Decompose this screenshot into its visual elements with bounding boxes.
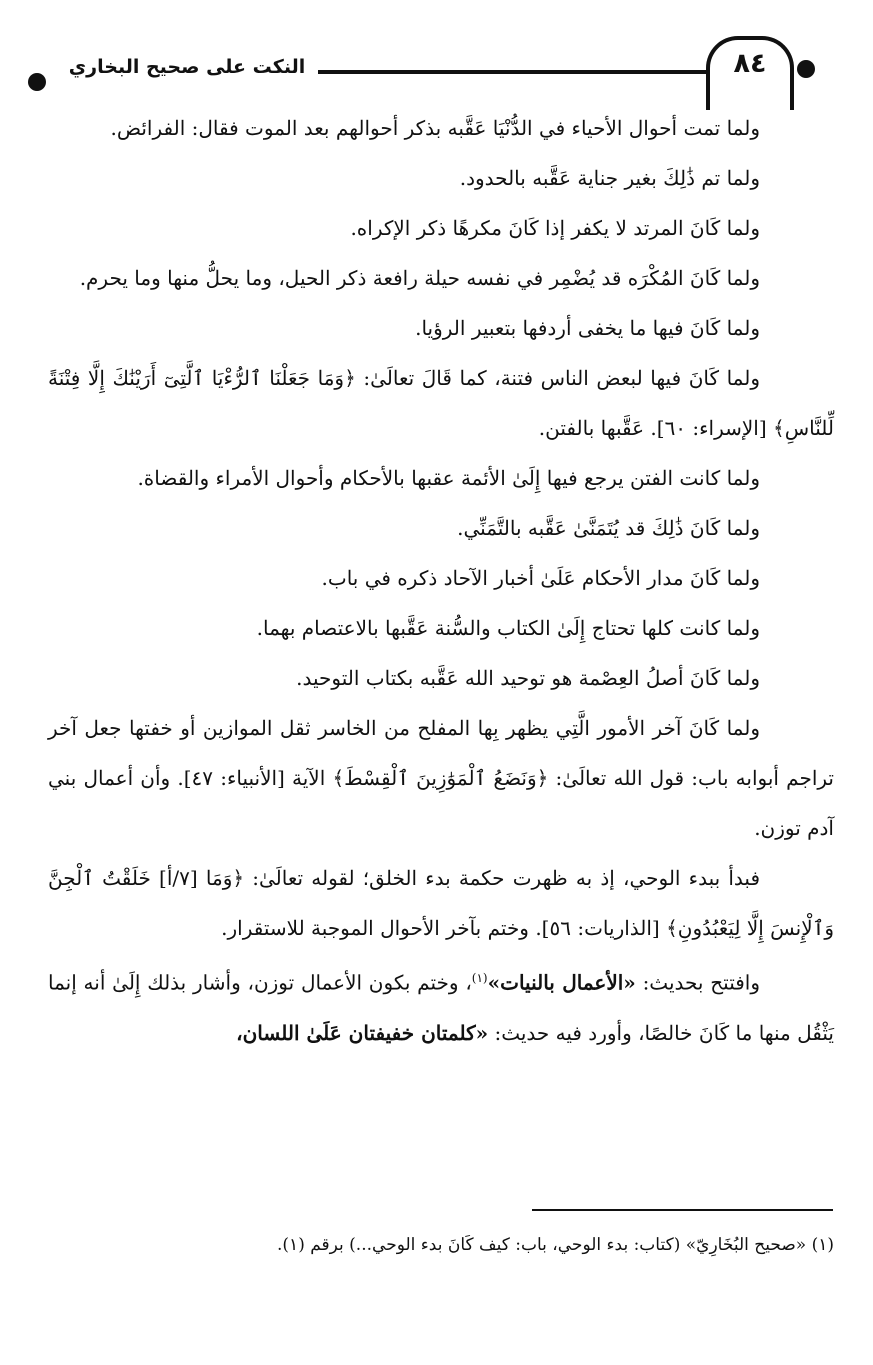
paragraph-hiyal: ولما كَانَ المُكْرَه قد يُضْمِر في نفسه حيلة رافعة ذكر الحيل، وما يحلُّ منها وما يحرم. [79,266,760,290]
header-rule [318,70,710,74]
footnote-rule [532,1209,833,1211]
page-number: ٨٤ [733,48,767,79]
paragraph-closing [48,953,834,1058]
paragraph-itisam: ولما كانت كلها تحتاج إِلَىٰ الكتاب والسُّنة عَقَّبها بالاعتصام بهما. [256,616,760,640]
left-bullet-ornament [28,73,46,91]
hadith-niyyat: «الأعمال بالنيات» [487,970,636,995]
paragraph-ahad: ولما كَانَ مدار الأحكام عَلَىٰ أخبار الآحاد ذكره في باب. [321,566,760,590]
paragraph-faraid: ولما تمت أحوال الأحياء في الدُّنْيَا عَقَّبه بذكر أحوالهم بعد الموت فقال: الفرائض. [110,116,760,140]
footnote: (١) «صحيح البُخَارِيّ» (كتاب: بدء الوحي، باب: كيف كَانَ بدء الوحي...) برقم (١). [277,1235,834,1255]
right-bullet-ornament [797,60,815,78]
closing-lead: وافتتح بحديث: [635,970,761,995]
hadith-kalimatan: «كلمتان خفيفتان عَلَىٰ اللسان، [236,1020,489,1045]
paragraph-ikrah: ولما كَانَ المرتد لا يكفر إذا كَانَ مكرهًا ذكر الإكراه. [350,216,760,240]
paragraph-mawazin: ولما كَانَ آخر الأمور الَّتِي يظهر بِها المفلح من الخاسر ثقل الموازين أو خفتها جعل آخر تراجم أبوابه باب: قول الله تعالَىٰ: ﴿وَنَضَعُ ٱلْمَوَٰزِينَ ٱلْقِسْطَ﴾ الآية [الأنبياء: ٤٧]. وأن أعمال بني آدم توزن. [48,716,834,840]
running-title: النكت على صحيح البخاري [68,56,306,78]
page-header [0,0,873,110]
paragraph-tawhid: ولما كَانَ أصلُ العِصْمة هو توحيد الله عَقَّبه بكتاب التوحيد. [296,666,760,690]
paragraph-fitan: ولما كَانَ فيها لبعض الناس فتنة، كما قَالَ تعالَىٰ: ﴿وَمَا جَعَلْنَا ٱلرُّءْيَا ٱلَّتِىٓ أَرَيْنَٰكَ إِلَّا فِتْنَةً لِّلنَّاسِ﴾ [الإسراء: ٦٠]. عَقَّبها بالفتن. [48,366,834,440]
paragraph-bad-al-wahy: فبدأ ببدء الوحي، إذ به ظهرت حكمة بدء الخلق؛ لقوله تعالَىٰ: ﴿وَمَا [٧/أ] خَلَقْتُ ٱلْجِنَّ وَٱلْإِنسَ إِلَّا لِيَعْبُدُونِ﴾ [الذاريات: ٥٦]. وختم بآخر الأحوال الموجبة للاستقرار. [48,866,834,940]
closing-middle: ، وختم بكون الأعمال توزن، وأشار بذلك إِلَىٰ أنه إنما يَثْقُل منها ما كَانَ خالصًا، وأورد فيه حديث: [48,970,834,1045]
paragraph-tamanni: ولما كَانَ ذَٰلِكَ قد يُتَمَنَّىٰ عَقَّبه بالتَّمَنِّي. [457,516,760,540]
paragraph-hudud: ولما تم ذَٰلِكَ بغير جناية عَقَّبه بالحدود. [459,166,760,190]
main-text [48,103,834,1058]
page-number-tab [706,36,794,110]
paragraph-ruya: ولما كَانَ فيها ما يخفى أردفها بتعبير الرؤيا. [415,316,760,340]
paragraph-ahkam: ولما كانت الفتن يرجع فيها إِلَىٰ الأئمة عقبها بالأحكام وأحوال الأمراء والقضاة. [137,466,760,490]
footnote-ref: (١) [471,971,488,985]
